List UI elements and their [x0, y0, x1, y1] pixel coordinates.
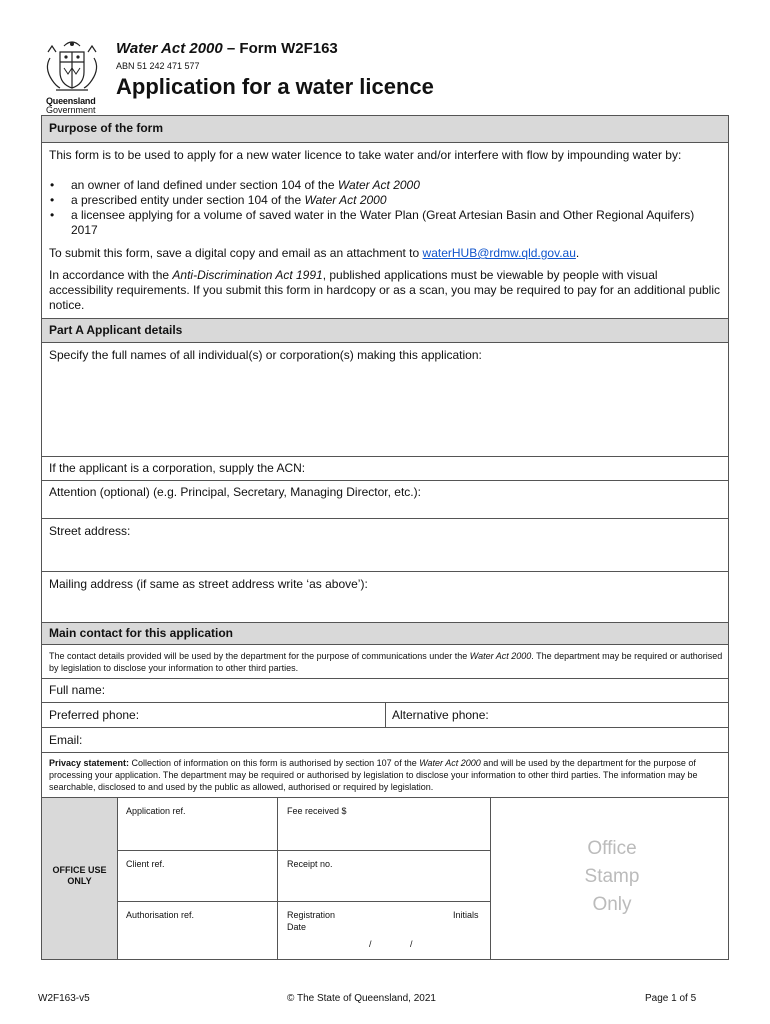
section-part-a-heading: Part A Applicant details — [42, 318, 728, 343]
full-name-label: Full name: — [49, 683, 106, 697]
email-link[interactable]: waterHUB@rdmw.qld.gov.au — [422, 246, 576, 260]
applicant-names-label: Specify the full names of all individual(s) or corporation(s) making this application: — [49, 348, 482, 362]
form-title: Water Act 2000 – Form W2F163 — [116, 40, 338, 57]
date-label: Date — [287, 922, 307, 932]
street-address-field[interactable] — [42, 540, 728, 570]
page-title: Application for a water licence — [116, 74, 434, 99]
footer-page-number: Page 1 of 5 — [645, 993, 697, 1004]
preferred-phone-field[interactable] — [152, 703, 382, 726]
alternative-phone-field[interactable] — [502, 703, 722, 726]
email-label: Email: — [49, 733, 83, 747]
registration-label: Registration — [287, 910, 336, 920]
mailing-address-label: Mailing address (if same as street address write ‘as above’): — [49, 577, 368, 591]
abn-text: ABN 51 242 471 577 — [116, 61, 200, 71]
application-ref-label: Application ref. — [126, 806, 186, 816]
list-item: • an owner of land defined under section 104 of the Water Act 2000 — [42, 178, 712, 193]
list-item: • a licensee applying for a volume of saved water in the Water Plan (Great Artesian Basin and Other Regional Aquifers) 2017 — [42, 208, 712, 238]
accessibility-notice: In accordance with the Anti-Discrimination Act 1991, published applications must be viewable by people with visual accessibility requirements. If you submit this form in hardcopy or as a scan, you may be required to pay for an additional public notice. — [49, 268, 720, 312]
privacy-statement: Privacy statement: Collection of information on this form is authorised by section 107 of the Water Act 2000 and will be used by the department for the purpose of processing your application. The department may be required or authorised by legislation to disclose your information to other third parties. The information may be searchable, disclosed to and used by the public as allowed, authorised or required by legislation. — [49, 758, 698, 792]
purpose-intro: This form is to be used to apply for a new water licence to take water and/or interfere with flow by impounding water by: — [49, 148, 682, 162]
logo-queensland-text: Queensland — [46, 96, 96, 106]
office-stamp-placeholder: Office Stamp Only — [584, 838, 640, 915]
contact-note: The contact details provided will be used by the department for the purpose of communications under the Water Act 2000. The department may be required or authorised by legislation to disclose your information to other third parties. — [49, 651, 723, 673]
date-slash: / — [410, 939, 413, 949]
office-use-label: OFFICE USE — [52, 865, 107, 875]
email-field[interactable] — [92, 728, 722, 751]
attention-field[interactable] — [42, 501, 728, 517]
receipt-no-label: Receipt no. — [287, 859, 333, 869]
alternative-phone-label: Alternative phone: — [392, 708, 489, 722]
office-use-label-cell — [42, 798, 117, 959]
fee-received-label: Fee received $ — [287, 806, 347, 816]
form-code: Form W2F163 — [239, 40, 338, 57]
initials-label: Initials — [453, 910, 479, 920]
queensland-government-logo — [38, 38, 108, 114]
coat-of-arms-icon — [42, 38, 102, 94]
list-item: • a prescribed entity under section 104 of the Water Act 2000 — [42, 193, 712, 208]
purpose-bullets — [42, 178, 712, 238]
logo-government-text: Government — [46, 105, 96, 115]
footer-form-code: W2F163-v5 — [38, 993, 90, 1004]
acn-label: If the applicant is a corporation, supply the ACN: — [49, 461, 306, 475]
authorisation-ref-label: Authorisation ref. — [126, 910, 195, 920]
form-frame — [41, 115, 729, 960]
applicant-names-field[interactable] — [42, 364, 728, 454]
act-name: Water Act 2000 — [116, 40, 223, 57]
street-address-label: Street address: — [49, 524, 131, 538]
preferred-phone-label: Preferred phone: — [49, 708, 140, 722]
submit-instructions: To submit this form, save a digital copy and email as an attachment to waterHUB@rdmw.qld.gov.au. — [49, 246, 580, 260]
mailing-address-field[interactable] — [42, 593, 728, 621]
date-slash: / — [369, 939, 372, 949]
full-name-field[interactable] — [122, 679, 722, 701]
client-ref-label: Client ref. — [126, 859, 165, 869]
footer-copyright: © The State of Queensland, 2021 — [287, 993, 436, 1004]
office-use-label-2: ONLY — [67, 876, 92, 886]
attention-label: Attention (optional) (e.g. Principal, Secretary, Managing Director, etc.): — [49, 485, 421, 499]
section-purpose-heading: Purpose of the form — [42, 116, 728, 143]
section-contact-heading: Main contact for this application — [42, 622, 728, 645]
